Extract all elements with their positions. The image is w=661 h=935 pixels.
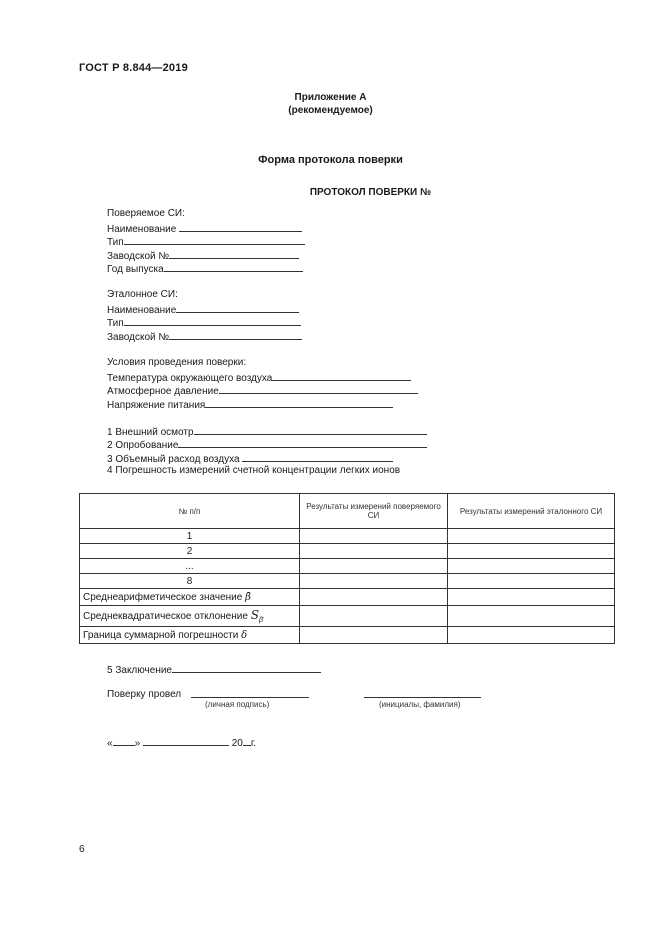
col-header-verified: Результаты измерений поверяемого СИ <box>300 494 448 529</box>
mean-label: Среднеарифметическое значение β̄ <box>80 589 300 606</box>
table-row <box>80 529 615 544</box>
signature-caption: (личная подпись) <box>205 700 270 709</box>
bound-label: Граница суммарной погрешности δ <box>80 627 300 644</box>
col-header-number: № п/п <box>80 494 300 529</box>
protocol-title: ПРОТОКОЛ ПОВЕРКИ № <box>309 187 432 198</box>
table-row <box>80 559 615 574</box>
step-air-flow: 3 Объемный расход воздуха <box>107 452 393 465</box>
reference-heading: Эталонное СИ: <box>107 289 178 300</box>
conditions-heading: Условия проведения поверки: <box>107 357 247 368</box>
verified-cell <box>300 559 448 574</box>
table-row-std <box>80 606 615 627</box>
verified-cell <box>300 627 448 644</box>
reference-name-field: Наименование <box>107 303 299 316</box>
date-field: « » 20 г. <box>107 738 257 749</box>
row-number: 2 <box>80 544 300 559</box>
verified-cell <box>300 529 448 544</box>
row-number: 1 <box>80 529 300 544</box>
step-measurement-error: 4 Погрешность измерений счетной концентрации легких ионов <box>107 465 401 476</box>
reference-type-field: Тип <box>107 316 301 329</box>
reference-cell <box>448 574 615 589</box>
pressure-field: Атмосферное давление <box>107 384 418 397</box>
row-number: 8 <box>80 574 300 589</box>
verified-cell <box>300 589 448 606</box>
page-number: 6 <box>79 844 85 855</box>
form-title: Форма протокола поверки <box>258 154 403 166</box>
reference-cell <box>448 559 615 574</box>
name-caption: (инициалы, фамилия) <box>379 700 461 709</box>
table-header-row <box>80 494 615 529</box>
standard-number: ГОСТ Р 8.844—2019 <box>79 62 188 74</box>
verified-name-field: Наименование <box>107 222 302 235</box>
results-table <box>79 493 615 644</box>
step-external-inspection: 1 Внешний осмотр <box>107 425 427 438</box>
voltage-field: Напряжение питания <box>107 398 393 411</box>
conclusion-field: 5 Заключение <box>107 663 321 676</box>
reference-cell <box>448 606 615 627</box>
verified-serial-field: Заводской № <box>107 249 299 262</box>
appendix-title: Приложение А <box>294 92 367 103</box>
verified-cell <box>300 544 448 559</box>
signoff-label: Поверку провел <box>107 689 182 700</box>
signature-line <box>191 688 309 698</box>
table-row-mean <box>80 589 615 606</box>
table-row-bound <box>80 627 615 644</box>
verified-cell <box>300 574 448 589</box>
verified-heading: Поверяемое СИ: <box>107 208 185 219</box>
reference-cell <box>448 529 615 544</box>
reference-serial-field: Заводской № <box>107 330 302 343</box>
reference-cell <box>448 627 615 644</box>
std-label: Среднеквадратическое отклонение $S_{\betā}$ <box>80 606 300 627</box>
row-number: ... <box>80 559 300 574</box>
col-header-reference: Результаты измерений эталонного СИ <box>448 494 615 529</box>
verified-cell <box>300 606 448 627</box>
reference-cell <box>448 589 615 606</box>
table-row <box>80 544 615 559</box>
verified-type-field: Тип <box>107 235 305 248</box>
verified-year-field: Год выпуска <box>107 262 303 275</box>
table-row <box>80 574 615 589</box>
step-testing: 2 Опробование <box>107 438 427 451</box>
reference-cell <box>448 544 615 559</box>
temperature-field: Температура окружающего воздуха <box>107 371 411 384</box>
name-line <box>364 688 481 698</box>
appendix-subtitle: (рекомендуемое) <box>288 105 373 116</box>
